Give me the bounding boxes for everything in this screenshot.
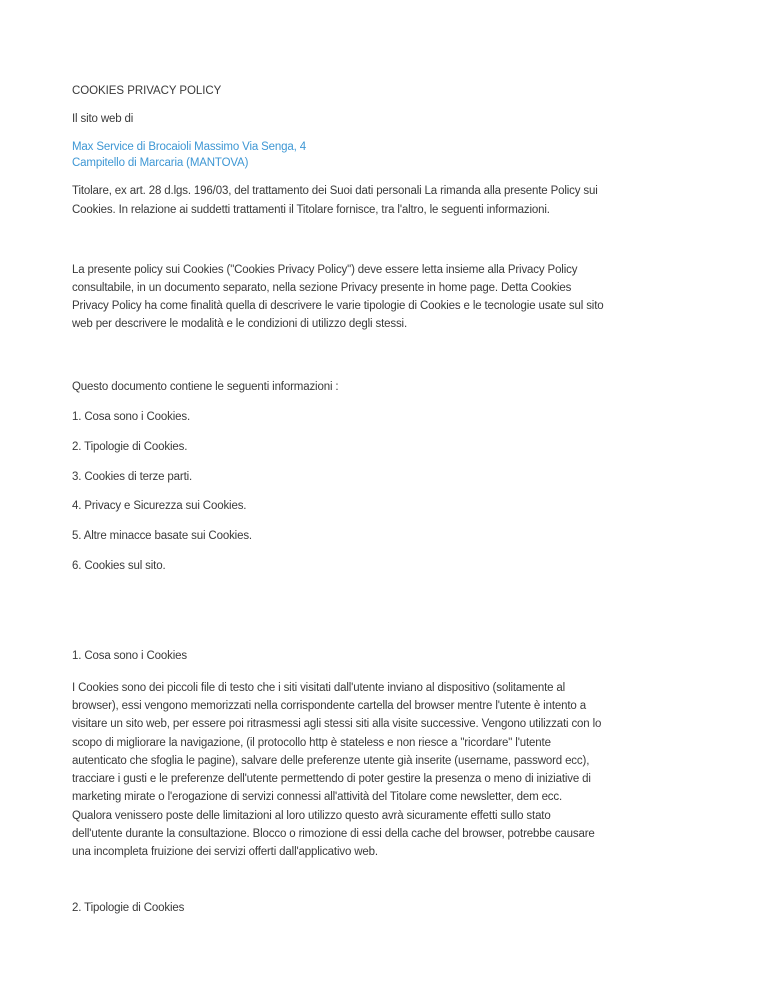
- owner-address-link[interactable]: Max Service di Brocaioli Massimo Via Senga, 4 Campitello di Marcaria (MANTOVA): [72, 140, 307, 169]
- policy-description-paragraph: La presente policy sui Cookies ("Cookies Privacy Policy") deve essere letta insieme alla Privacy Policy consultabile, in un documento separato, nella sezione Privacy presente in home page. Detta Cookies Privacy Policy ha come finalità quella di descrivere le varie tipologie di Cookies e le tecnologie usate sul sito web per descrivere le modalità e le condizioni di utilizzo degli stessi.: [72, 263, 604, 331]
- contents-item-5: 5. Altre minacce basate sui Cookies.: [72, 530, 252, 543]
- contents-heading: Questo documento contiene le seguenti informazioni :: [72, 380, 339, 393]
- contents-item-1: 1. Cosa sono i Cookies.: [72, 411, 191, 424]
- section2-heading: 2. Tipologie di Cookies: [72, 901, 185, 914]
- contents-item-3: 3. Cookies di terze parti.: [72, 470, 193, 483]
- contents-item-6: 6. Cookies sul sito.: [72, 560, 166, 573]
- contents-item-2: 2. Tipologie di Cookies.: [72, 440, 188, 453]
- contents-item-4: 4. Privacy e Sicurezza sui Cookies.: [72, 500, 247, 513]
- document-title: COOKIES PRIVACY POLICY: [72, 85, 222, 97]
- section1-body: I Cookies sono dei piccoli file di testo che i siti visitati dall'utente inviano al dispositivo (solitamente al browser), essi vengono memorizzati nella corrispondente cartella del browser mentre l'utente è intento a visitare un sito web, per essere poi ritrasmessi agli stessi siti alla visite successive. Vengono utilizzati con lo scopo di migliorare la navigazione, (il protocollo http è stateless e non riesce a "ricordare" l'utente autenticato che sfoglia le pagine), salvare delle preferenze utente già inserite (username, password ecc), tracciare i gusti e le preferenze dell'utente permettendo di poter gestire la presenza o meno di iniziative di marketing mirate o l'erogazione di servizi connessi all'attività del Titolare come newsletter, dem ecc. Qualora venissero poste delle limitazioni al loro utilizzo questo avrà sicuramente effetti sullo stato dell'utente durante la consultazione. Blocco o rimozione di essi della cache del browser, potrebbe causare una incompleta fruizione dei servizi offerti dall'applicativo web.: [72, 681, 602, 859]
- section1-heading: 1. Cosa sono i Cookies: [72, 650, 187, 663]
- site-intro-text: Il sito web di: [72, 113, 134, 126]
- titolare-paragraph: Titolare, ex art. 28 d.lgs. 196/03, del trattamento dei Suoi dati personali La rimanda alla presente Policy sui Cookies. In relazione ai suddetti trattamenti il Titolare fornisce, tra l'altro, le seguenti informazioni.: [72, 184, 598, 216]
